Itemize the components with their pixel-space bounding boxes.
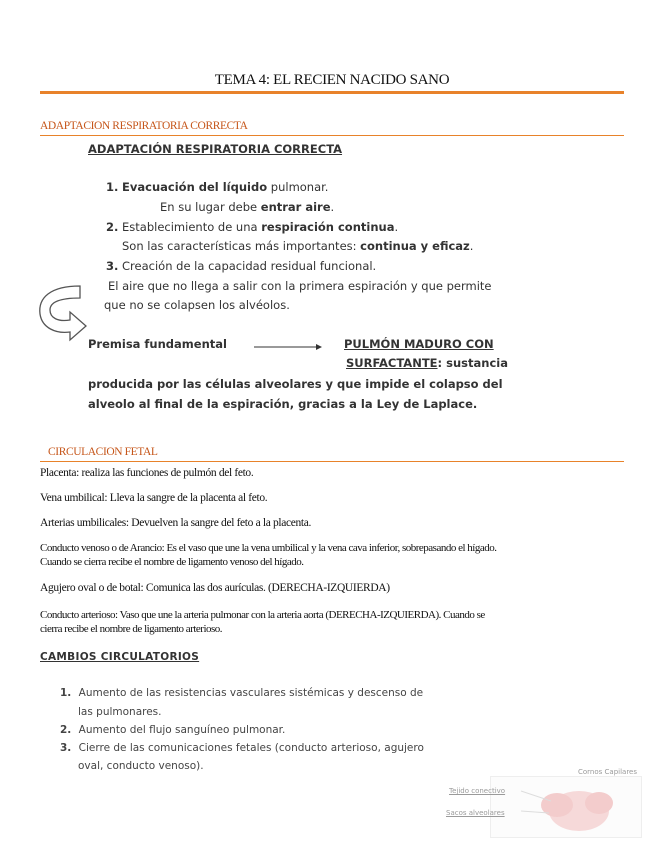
item-number: 1. bbox=[60, 687, 72, 699]
item-text: Establecimiento de una bbox=[122, 220, 262, 234]
section-heading-respiratoria: ADAPTACION RESPIRATORIA CORRECTA bbox=[40, 120, 248, 132]
section-divider-respiratoria bbox=[40, 135, 624, 136]
cambios-item-2 bbox=[60, 724, 285, 736]
premise-line3: producida por las células alveolares y que impide el colapso del bbox=[88, 377, 503, 391]
premise-line4: alveolo al final de la espiración, gracias a la Ley de Laplace. bbox=[88, 397, 478, 411]
fetal-entry-conducto-venoso-cont: Cuando se cierra recibe el nombre de ligamento venoso del hígado. bbox=[40, 556, 304, 568]
note-text: Son las características más importantes: bbox=[122, 239, 361, 253]
resp-item-1-note bbox=[160, 200, 334, 214]
fetal-entry-placenta: Placenta: realiza las funciones de pulmón del feto. bbox=[40, 467, 254, 479]
premise-tail: : sustancia bbox=[437, 356, 508, 370]
item-text: Creación de la capacidad residual funcional. bbox=[122, 259, 377, 273]
fetal-entry-conducto-arterioso-cont: cierra recibe el nombre de ligamento arterioso. bbox=[40, 623, 223, 635]
item-bold-text: respiración continua bbox=[261, 220, 395, 234]
item-text: Cierre de las comunicaciones fetales (conducto arterioso, agujero bbox=[78, 742, 424, 754]
item-text: Aumento de las resistencias vasculares sistémicas y descenso de bbox=[78, 687, 424, 699]
page-title: TEMA 4: EL RECIEN NACIDO SANO bbox=[214, 72, 450, 88]
premise-line2 bbox=[346, 356, 508, 370]
item-number: 1. bbox=[106, 180, 119, 194]
note-text-end: . bbox=[469, 239, 474, 253]
figure-label-sacos: Sacos alveolares bbox=[446, 809, 505, 817]
note-bold: entrar aire bbox=[260, 200, 331, 214]
premise-highlight-2: SURFACTANTE bbox=[346, 356, 438, 370]
item-text: Aumento del flujo sanguíneo pulmonar. bbox=[78, 724, 286, 736]
cambios-item-3 bbox=[60, 742, 424, 754]
alveoli-illustration-icon bbox=[491, 777, 641, 837]
curved-arrow-icon bbox=[36, 282, 92, 348]
title-divider bbox=[40, 91, 624, 94]
item-number: 2. bbox=[60, 724, 72, 736]
resp-paragraph-line1: El aire que no llega a salir con la primera espiración y que permite bbox=[108, 279, 492, 293]
fetal-entry-conducto-arterioso: Conducto arterioso: Vaso que une la arteria pulmonar con la arteria aorta (DERECHA-IZQUIERDA). Cuando se bbox=[40, 609, 485, 621]
resp-item-2-note bbox=[122, 239, 473, 253]
cambios-item-3-cont: oval, conducto venoso). bbox=[78, 760, 204, 772]
item-number: 2. bbox=[106, 220, 119, 234]
item-bold-text: Evacuación del líquido bbox=[122, 180, 268, 194]
item-text-end: . bbox=[394, 220, 399, 234]
section-heading-circulacion: CIRCULACION FETAL bbox=[48, 446, 158, 458]
premise-label: Premisa fundamental bbox=[88, 337, 227, 351]
fetal-entry-vena-umbilical: Vena umbilical: Lleva la sangre de la placenta al feto. bbox=[40, 492, 268, 504]
section-divider-circulacion bbox=[40, 461, 624, 462]
resp-paragraph-line2: que no se colapsen los alvéolos. bbox=[104, 298, 290, 312]
fetal-entry-conducto-venoso: Conducto venoso o de Arancio: Es el vaso que une la vena umbilical y la vena cava inferior, sobrepasando el hígado. bbox=[40, 542, 497, 554]
note-bold: continua y eficaz bbox=[360, 239, 470, 253]
cambios-heading: CAMBIOS CIRCULATORIOS bbox=[40, 651, 200, 663]
premise-arrow-icon bbox=[252, 340, 324, 352]
section-subheading: ADAPTACIÓN RESPIRATORIA CORRECTA bbox=[88, 142, 343, 156]
note-text: En su lugar debe bbox=[160, 200, 261, 214]
fetal-entry-arterias-umbilicales: Arterias umbilicales: Devuelven la sangre del feto a la placenta. bbox=[40, 517, 312, 529]
resp-item-3 bbox=[106, 259, 376, 273]
resp-item-1 bbox=[106, 180, 328, 194]
premise-highlight-1: PULMÓN MADURO CON bbox=[344, 337, 494, 351]
figure-label-tejido: Tejido conectivo bbox=[449, 787, 506, 795]
item-number: 3. bbox=[60, 742, 72, 754]
item-number: 3. bbox=[106, 259, 119, 273]
alveoli-figure bbox=[490, 776, 642, 838]
item-text: pulmonar. bbox=[267, 180, 329, 194]
figure-label-capilares: Cornos Capilares bbox=[578, 768, 637, 776]
resp-item-2 bbox=[106, 220, 398, 234]
fetal-entry-agujero-oval: Agujero oval o de botal: Comunica las dos aurículas. (DERECHA-IZQUIERDA) bbox=[40, 582, 390, 594]
note-text-end: . bbox=[330, 200, 335, 214]
cambios-item-1-cont: las pulmonares. bbox=[78, 706, 162, 718]
cambios-item-1 bbox=[60, 687, 423, 699]
